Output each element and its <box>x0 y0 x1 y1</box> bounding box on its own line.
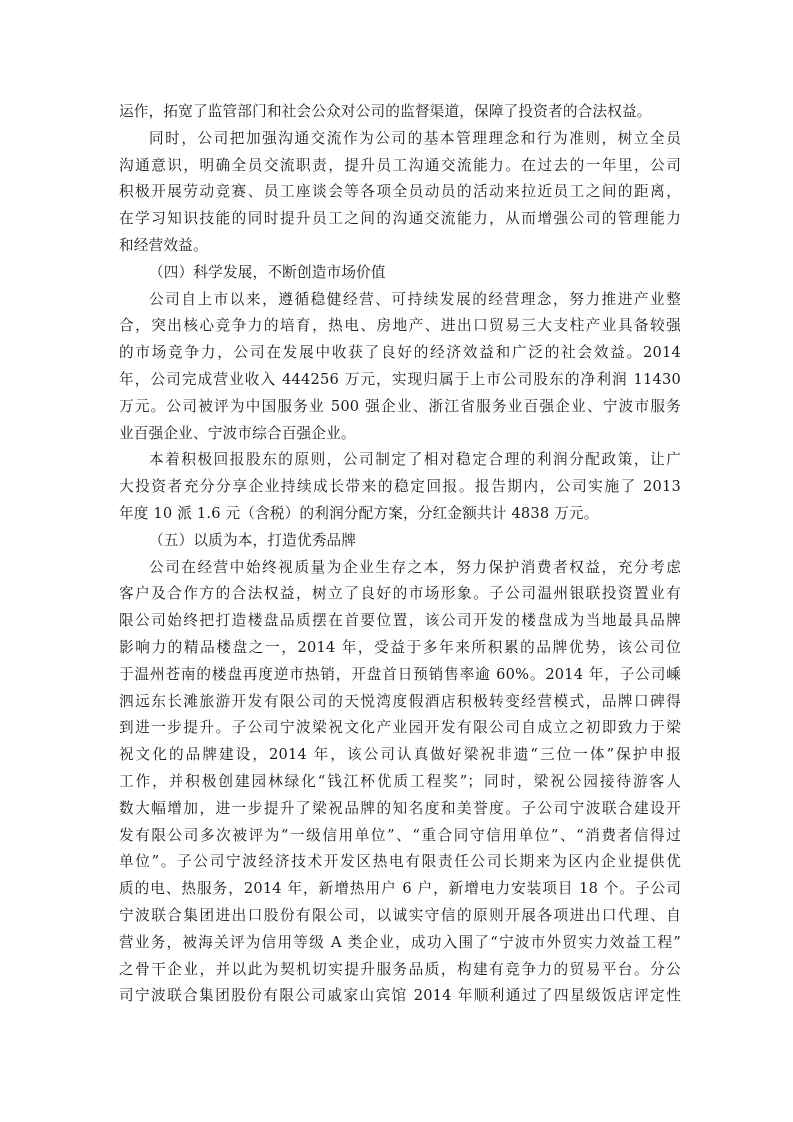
document-page <box>119 99 681 1010</box>
paragraph-line: 影响力的精品楼盘之一，2014 年，受益于多年来所积累的品牌优势，该公司位 <box>119 638 681 656</box>
section-heading: （五）以质为本，打造优秀品牌 <box>149 531 357 549</box>
paragraph-line: 之骨干企业，并以此为契机切实提升服务品质，构建有竞争力的贸易平台。分公 <box>119 960 681 978</box>
paragraph-line: 宁波联合集团进出口股份有限公司，以诚实守信的原则开展各项进出口代理、自 <box>119 906 681 924</box>
paragraph-line: 年，公司完成营业收入 444256 万元，实现归属于上市公司股东的净利润 11430 <box>119 370 681 388</box>
paragraph-line: 积极开展劳动竞赛、员工座谈会等各项全员动员的活动来拉近员工之间的距离， <box>119 183 681 201</box>
paragraph-line: 沟通意识，明确全员交流职责，提升员工沟通交流能力。在过去的一年里，公司 <box>119 156 681 174</box>
paragraph-line: 于温州苍南的楼盘再度逆市热销，开盘首日预销售率逾 60%。2014 年，子公司嵊 <box>119 665 681 683</box>
paragraph-line: 泗远东长滩旅游开发有限公司的天悦湾度假酒店积极转变经营模式，品牌口碑得 <box>119 692 681 710</box>
paragraph-line: 司宁波联合集团股份有限公司戚家山宾馆 2014 年顺利通过了四星级饭店评定性 <box>119 987 681 1005</box>
paragraph-line: 祝文化的品牌建设，2014 年，该公司认真做好梁祝非遗“三位一体”保护申报 <box>119 746 681 764</box>
paragraph-line: 质的电、热服务，2014 年，新增热用户 6 户，新增电力安装项目 18 个。子公司 <box>119 880 681 898</box>
paragraph-line: 和经营效益。 <box>119 236 208 254</box>
paragraph-line: 业百强企业、宁波市综合百强企业。 <box>119 424 356 442</box>
paragraph-line: 到进一步提升。子公司宁波梁祝文化产业园开发有限公司自成立之初即致力于梁 <box>119 719 681 737</box>
paragraph-line: 万元。公司被评为中国服务业 500 强企业、浙江省服务业百强企业、宁波市服务 <box>119 397 681 415</box>
paragraph-line: 数大幅增加，进一步提升了梁祝品牌的知名度和美誉度。子公司宁波联合建设开 <box>119 799 681 817</box>
paragraph-line: 公司在经营中始终视质量为企业生存之本，努力保护消费者权益，充分考虑 <box>149 558 681 576</box>
paragraph-line: 工作，并积极创建园林绿化“钱江杯优质工程奖”；同时，梁祝公园接待游客人 <box>119 772 681 790</box>
paragraph-line: 单位”。子公司宁波经济技术开发区热电有限责任公司长期来为区内企业提供优 <box>119 853 681 871</box>
paragraph-line: 运作，拓宽了监管部门和社会公众对公司的监督渠道，保障了投资者的合法权益。 <box>119 103 652 120</box>
paragraph-line: 合，突出核心竞争力的培育，热电、房地产、进出口贸易三大支柱产业具备较强 <box>119 317 681 335</box>
paragraph-line: 公司自上市以来，遵循稳健经营、可持续发展的经营理念，努力推进产业整 <box>149 290 681 308</box>
section-heading: （四）科学发展，不断创造市场价值 <box>149 263 386 281</box>
paragraph-line: 年度 10 派 1.6 元（含税）的利润分配方案，分红金额共计 4838 万元。 <box>119 504 599 522</box>
paragraph-line: 营业务，被海关评为信用等级 A 类企业，成功入围了“宁波市外贸实力效益工程” <box>119 933 681 951</box>
paragraph-line: 限公司始终把打造楼盘品质摆在首要位置，该公司开发的楼盘成为当地最具品牌 <box>119 612 681 630</box>
paragraph-line: 大投资者充分分享企业持续成长带来的稳定回报。报告期内，公司实施了 2013 <box>119 478 681 496</box>
paragraph-line: 在学习知识技能的同时提升员工之间的沟通交流能力，从而增强公司的管理能力 <box>119 210 681 228</box>
paragraph-line: 客户及合作方的合法权益，树立了良好的市场形象。子公司温州银联投资置业有 <box>119 585 681 603</box>
paragraph-line: 同时，公司把加强沟通交流作为公司的基本管理理念和行为准则，树立全员 <box>149 129 681 147</box>
paragraph-line: 的市场竞争力，公司在发展中收获了良好的经济效益和广泛的社会效益。2014 <box>119 344 681 362</box>
paragraph-line: 发有限公司多次被评为“一级信用单位”、“重合同守信用单位”、“消费者信得过 <box>119 826 681 844</box>
paragraph-line: 本着积极回报股东的原则，公司制定了相对稳定合理的利润分配政策，让广 <box>149 451 681 469</box>
